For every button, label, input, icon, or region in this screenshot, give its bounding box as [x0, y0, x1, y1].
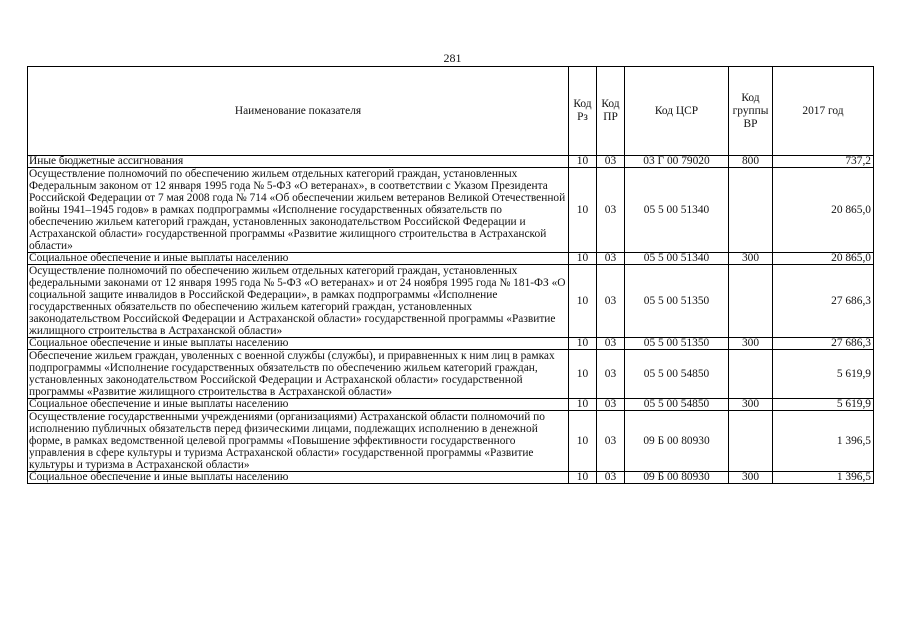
- pr-cell: 03: [597, 399, 625, 411]
- pr-cell: 03: [597, 168, 625, 253]
- csr-cell: 05 5 00 54850: [625, 399, 729, 411]
- rz-cell: 10: [569, 338, 597, 350]
- csr-cell: 05 5 00 51340: [625, 168, 729, 253]
- amount-cell: 27 686,3: [773, 265, 874, 338]
- csr-cell: 05 5 00 54850: [625, 350, 729, 399]
- rz-cell: 10: [569, 265, 597, 338]
- csr-cell: 05 5 00 51350: [625, 338, 729, 350]
- amount-cell: 5 619,9: [773, 350, 874, 399]
- vr-cell: [729, 350, 773, 399]
- pr-cell: 03: [597, 350, 625, 399]
- amount-cell: 737,2: [773, 156, 874, 168]
- csr-cell: 03 Г 00 79020: [625, 156, 729, 168]
- csr-cell: 09 Б 00 80930: [625, 472, 729, 484]
- page-number: 281: [443, 51, 462, 65]
- name-cell: Социальное обеспечение и иные выплаты населению: [28, 399, 569, 411]
- pr-cell: 03: [597, 265, 625, 338]
- column-header-vr: Код группы ВР: [729, 67, 773, 156]
- vr-cell: 300: [729, 338, 773, 350]
- budget-table: [27, 66, 874, 484]
- table-row: [28, 399, 874, 411]
- rz-cell: 10: [569, 399, 597, 411]
- table-body: [28, 156, 874, 484]
- table-row: [28, 411, 874, 472]
- pr-cell: 03: [597, 411, 625, 472]
- table-row: [28, 156, 874, 168]
- vr-cell: [729, 168, 773, 253]
- name-cell: Иные бюджетные ассигнования: [28, 156, 569, 168]
- pr-cell: 03: [597, 156, 625, 168]
- name-cell: Социальное обеспечение и иные выплаты населению: [28, 338, 569, 350]
- amount-cell: 20 865,0: [773, 168, 874, 253]
- vr-cell: 300: [729, 472, 773, 484]
- vr-cell: [729, 265, 773, 338]
- rz-cell: 10: [569, 411, 597, 472]
- name-cell: Осуществление государственными учреждениями (организациями) Астраханской области полномочий по исполнению публичных обязательств перед физическими лицами, подлежащих исполнению в денежной форме, в рамках ведомственной целевой программы «Повышение эффективности государственного управления в сфере культуры и туризма Астраханской области» государственной программы «Развитие культуры и туризма в Астраханской области»: [28, 411, 569, 472]
- amount-cell: 1 396,5: [773, 472, 874, 484]
- vr-cell: 800: [729, 156, 773, 168]
- csr-cell: 05 5 00 51340: [625, 253, 729, 265]
- name-cell: Социальное обеспечение и иные выплаты населению: [28, 253, 569, 265]
- column-header-year: 2017 год: [773, 67, 874, 156]
- column-header-rz: Код Рз: [569, 67, 597, 156]
- table-row: [28, 168, 874, 253]
- rz-cell: 10: [569, 156, 597, 168]
- amount-cell: 1 396,5: [773, 411, 874, 472]
- pr-cell: 03: [597, 338, 625, 350]
- vr-cell: 300: [729, 399, 773, 411]
- table-row: [28, 472, 874, 484]
- column-header-pr: Код ПР: [597, 67, 625, 156]
- rz-cell: 10: [569, 472, 597, 484]
- name-cell: Осуществление полномочий по обеспечению жильем отдельных категорий граждан, установленных Федеральным законом от 12 января 1995 года № 5-ФЗ «О ветеранах», в соответствии с Указом Президента Российской Федерации от 7 мая 2008 года № 714 «Об обеспечении жильем ветеранов Великой Отечественной войны 1941–1945 годов» в рамках подпрограммы «Исполнение государственных обязательств по обеспечению жильем категорий граждан, установленных законодательством Российской Федерации и Астраханской области» государственной программы «Развитие жилищного строительства в Астраханской области»: [28, 168, 569, 253]
- column-header-name: Наименование показателя: [28, 67, 569, 156]
- rz-cell: 10: [569, 168, 597, 253]
- vr-cell: 300: [729, 253, 773, 265]
- amount-cell: 27 686,3: [773, 338, 874, 350]
- name-cell: Социальное обеспечение и иные выплаты населению: [28, 472, 569, 484]
- csr-cell: 09 Б 00 80930: [625, 411, 729, 472]
- name-cell: Обеспечение жильем граждан, уволенных с военной службы (службы), и приравненных к ним лиц в рамках подпрограммы «Исполнение государственных обязательств по обеспечению жильем категорий граждан, установленных законодательством Российской Федерации и Астраханской области» государственной программы «Развитие жилищного строительства в Астраханской области»: [28, 350, 569, 399]
- rz-cell: 10: [569, 350, 597, 399]
- vr-cell: [729, 411, 773, 472]
- table-row: [28, 265, 874, 338]
- table-row: [28, 253, 874, 265]
- table-row: [28, 338, 874, 350]
- name-cell: Осуществление полномочий по обеспечению жильем отдельных категорий граждан, установленных федеральными законами от 12 января 1995 года № 5-ФЗ «О ветеранах» и от 24 ноября 1995 года № 181-ФЗ «О социальной защите инвалидов в Российской Федерации», в рамках подпрограммы «Исполнение государственных обязательств по обеспечению жильем категорий граждан, установленных законодательством Российской Федерации и Астраханской области» государственной программы «Развитие жилищного строительства в Астраханской области»: [28, 265, 569, 338]
- table-row: [28, 350, 874, 399]
- amount-cell: 5 619,9: [773, 399, 874, 411]
- csr-cell: 05 5 00 51350: [625, 265, 729, 338]
- pr-cell: 03: [597, 253, 625, 265]
- rz-cell: 10: [569, 253, 597, 265]
- amount-cell: 20 865,0: [773, 253, 874, 265]
- column-header-csr: Код ЦСР: [625, 67, 729, 156]
- table-header-row: [28, 67, 874, 156]
- pr-cell: 03: [597, 472, 625, 484]
